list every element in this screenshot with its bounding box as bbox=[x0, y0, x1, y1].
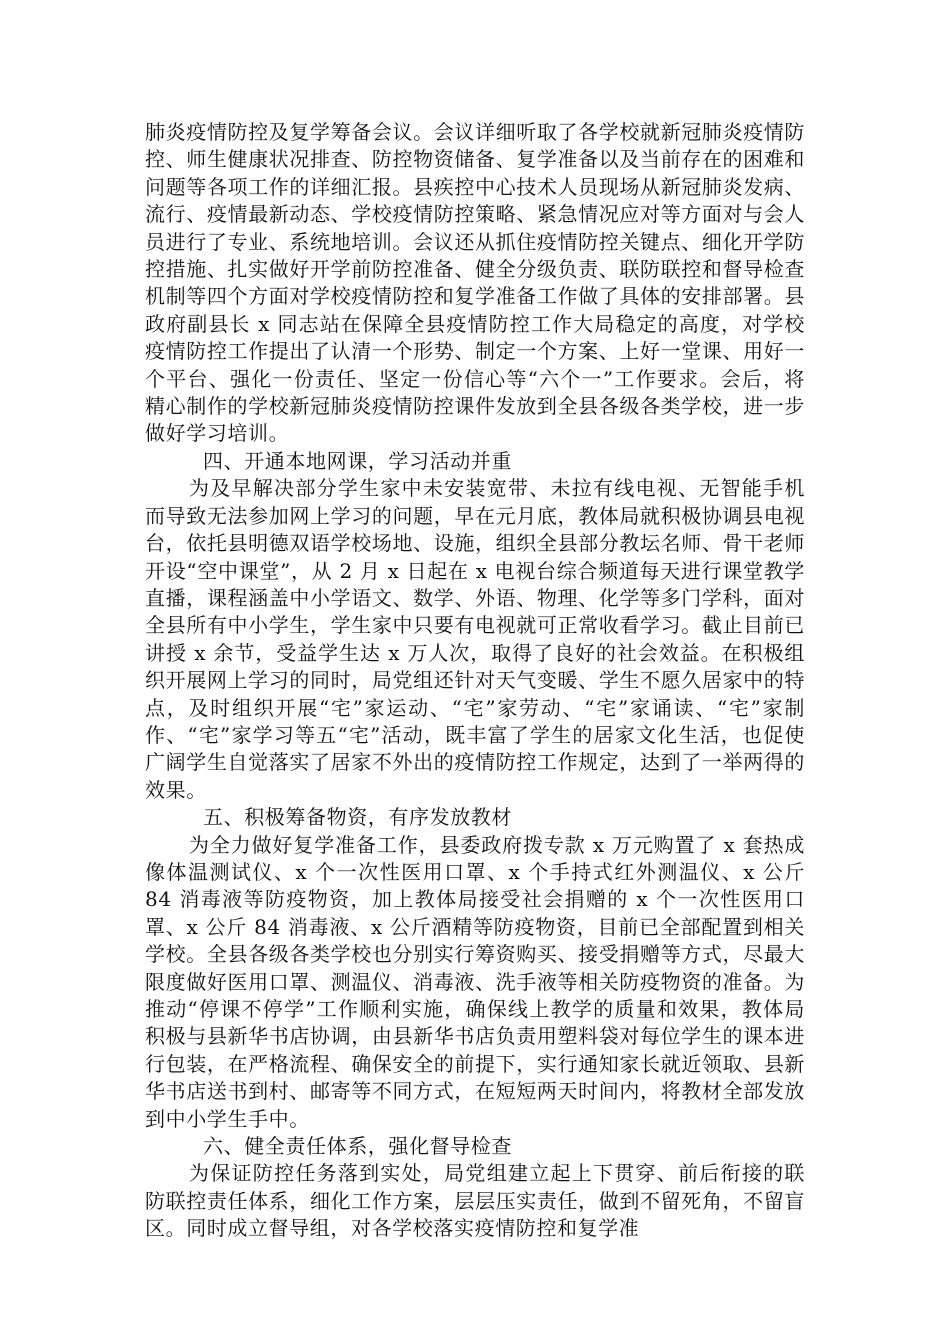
body-paragraph: 为保证防控任务落到实处，局党组建立起上下贯穿、前后衔接的联防联控责任体系，细化工作方案，层层压实责任，做到不留死角，不留盲区。同时成立督导组，对各学校落实疫情防控和复学准 bbox=[145, 1161, 805, 1241]
document-page bbox=[145, 119, 805, 1243]
body-paragraph: 为全力做好复学准备工作，县委政府拨专款 x 万元购置了 x 套热成像体温测试仪、x 个一次性医用口罩、x 个手持式红外测温仪、x 公斤 84 消毒液等防疫物资，加上教体局接受社会捐赠的 x 个一次性医用口罩、x 公斤 84 消毒液、x 公斤酒精等防疫物资，目前已全部配置到相关学校。全县各级各类学校也分别实行筹资购买、接受捐赠等方式，尽最大限度做好医用口罩、测温仪、消毒液、洗手液等相关防疫物资的准备。为推动“停课不停学”工作顺利实施，确保线上教学的质量和效果，教体局积极与县新华书店协调，由县新华书店负责用塑料袋对每位学生的课本进行包装，在严格流程、确保安全的前提下，实行通知家长就近领取、县新华书店送书到村、邮寄等不同方式，在短短两天时间内，将教材全部发放到中小学生手中。 bbox=[145, 832, 805, 1131]
body-paragraph: 肺炎疫情防控及复学筹备会议。会议详细听取了各学校就新冠肺炎疫情防控、师生健康状况排查、防控物资储备、复学准备以及当前存在的困难和问题等各项工作的详细汇报。县疾控中心技术人员现场从新冠肺炎发病、流行、疫情最新动态、学校疫情防控策略、紧急情况应对等方面对与会人员进行了专业、系统地培训。会议还从抓住疫情防控关键点、细化开学防控措施、扎实做好开学前防控准备、健全分级负责、联防联控和督导检查机制等四个方面对学校疫情防控和复学准备工作做了具体的安排部署。县政府副县长 x 同志站在保障全县疫情防控工作大局稳定的高度，对学校疫情防控工作提出了认清一个形势、制定一个方案、上好一堂课、用好一个平台、强化一份责任、坚定一份信心等“六个一”工作要求。会后，将精心制作的学校新冠肺炎疫情防控课件发放到全县各级各类学校，进一步做好学习培训。 bbox=[145, 120, 805, 446]
section-heading: 四、开通本地网课，学习活动并重 bbox=[203, 448, 512, 473]
section-heading: 五、积极筹备物资，有序发放教材 bbox=[203, 805, 512, 830]
body-paragraph: 为及早解决部分学生家中未安装宽带、未拉有线电视、无智能手机而导致无法参加网上学习的问题，早在元月底，教体局就积极协调县电视台，依托县明德双语学校场地、设施，组织全县部分教坛名师、骨干老师开设“空中课堂”，从 2 月 x 日起在 x 电视台综合频道每天进行课堂教学直播，课程涵盖中小学语文、数学、外语、物理、化学等多门学科，面对全县所有中小学生，学生家中只要有电视就可正常收看学习。截止目前已讲授 x 余节，受益学生达 x 万人次，取得了良好的社会效益。在积极组织开展网上学习的同时，局党组还针对天气变暖、学生不愿久居家中的特点，及时组织开展“宅”家运动、“宅”家劳动、“宅”家诵读、“宅”家制作、“宅”家学习等五“宅”活动，既丰富了学生的居家文化生活，也促使广阔学生自觉落实了居家不外出的疫情防控工作规定，达到了一举两得的效果。 bbox=[145, 476, 805, 802]
section-heading: 六、健全责任体系，强化督导检查 bbox=[203, 1134, 512, 1159]
